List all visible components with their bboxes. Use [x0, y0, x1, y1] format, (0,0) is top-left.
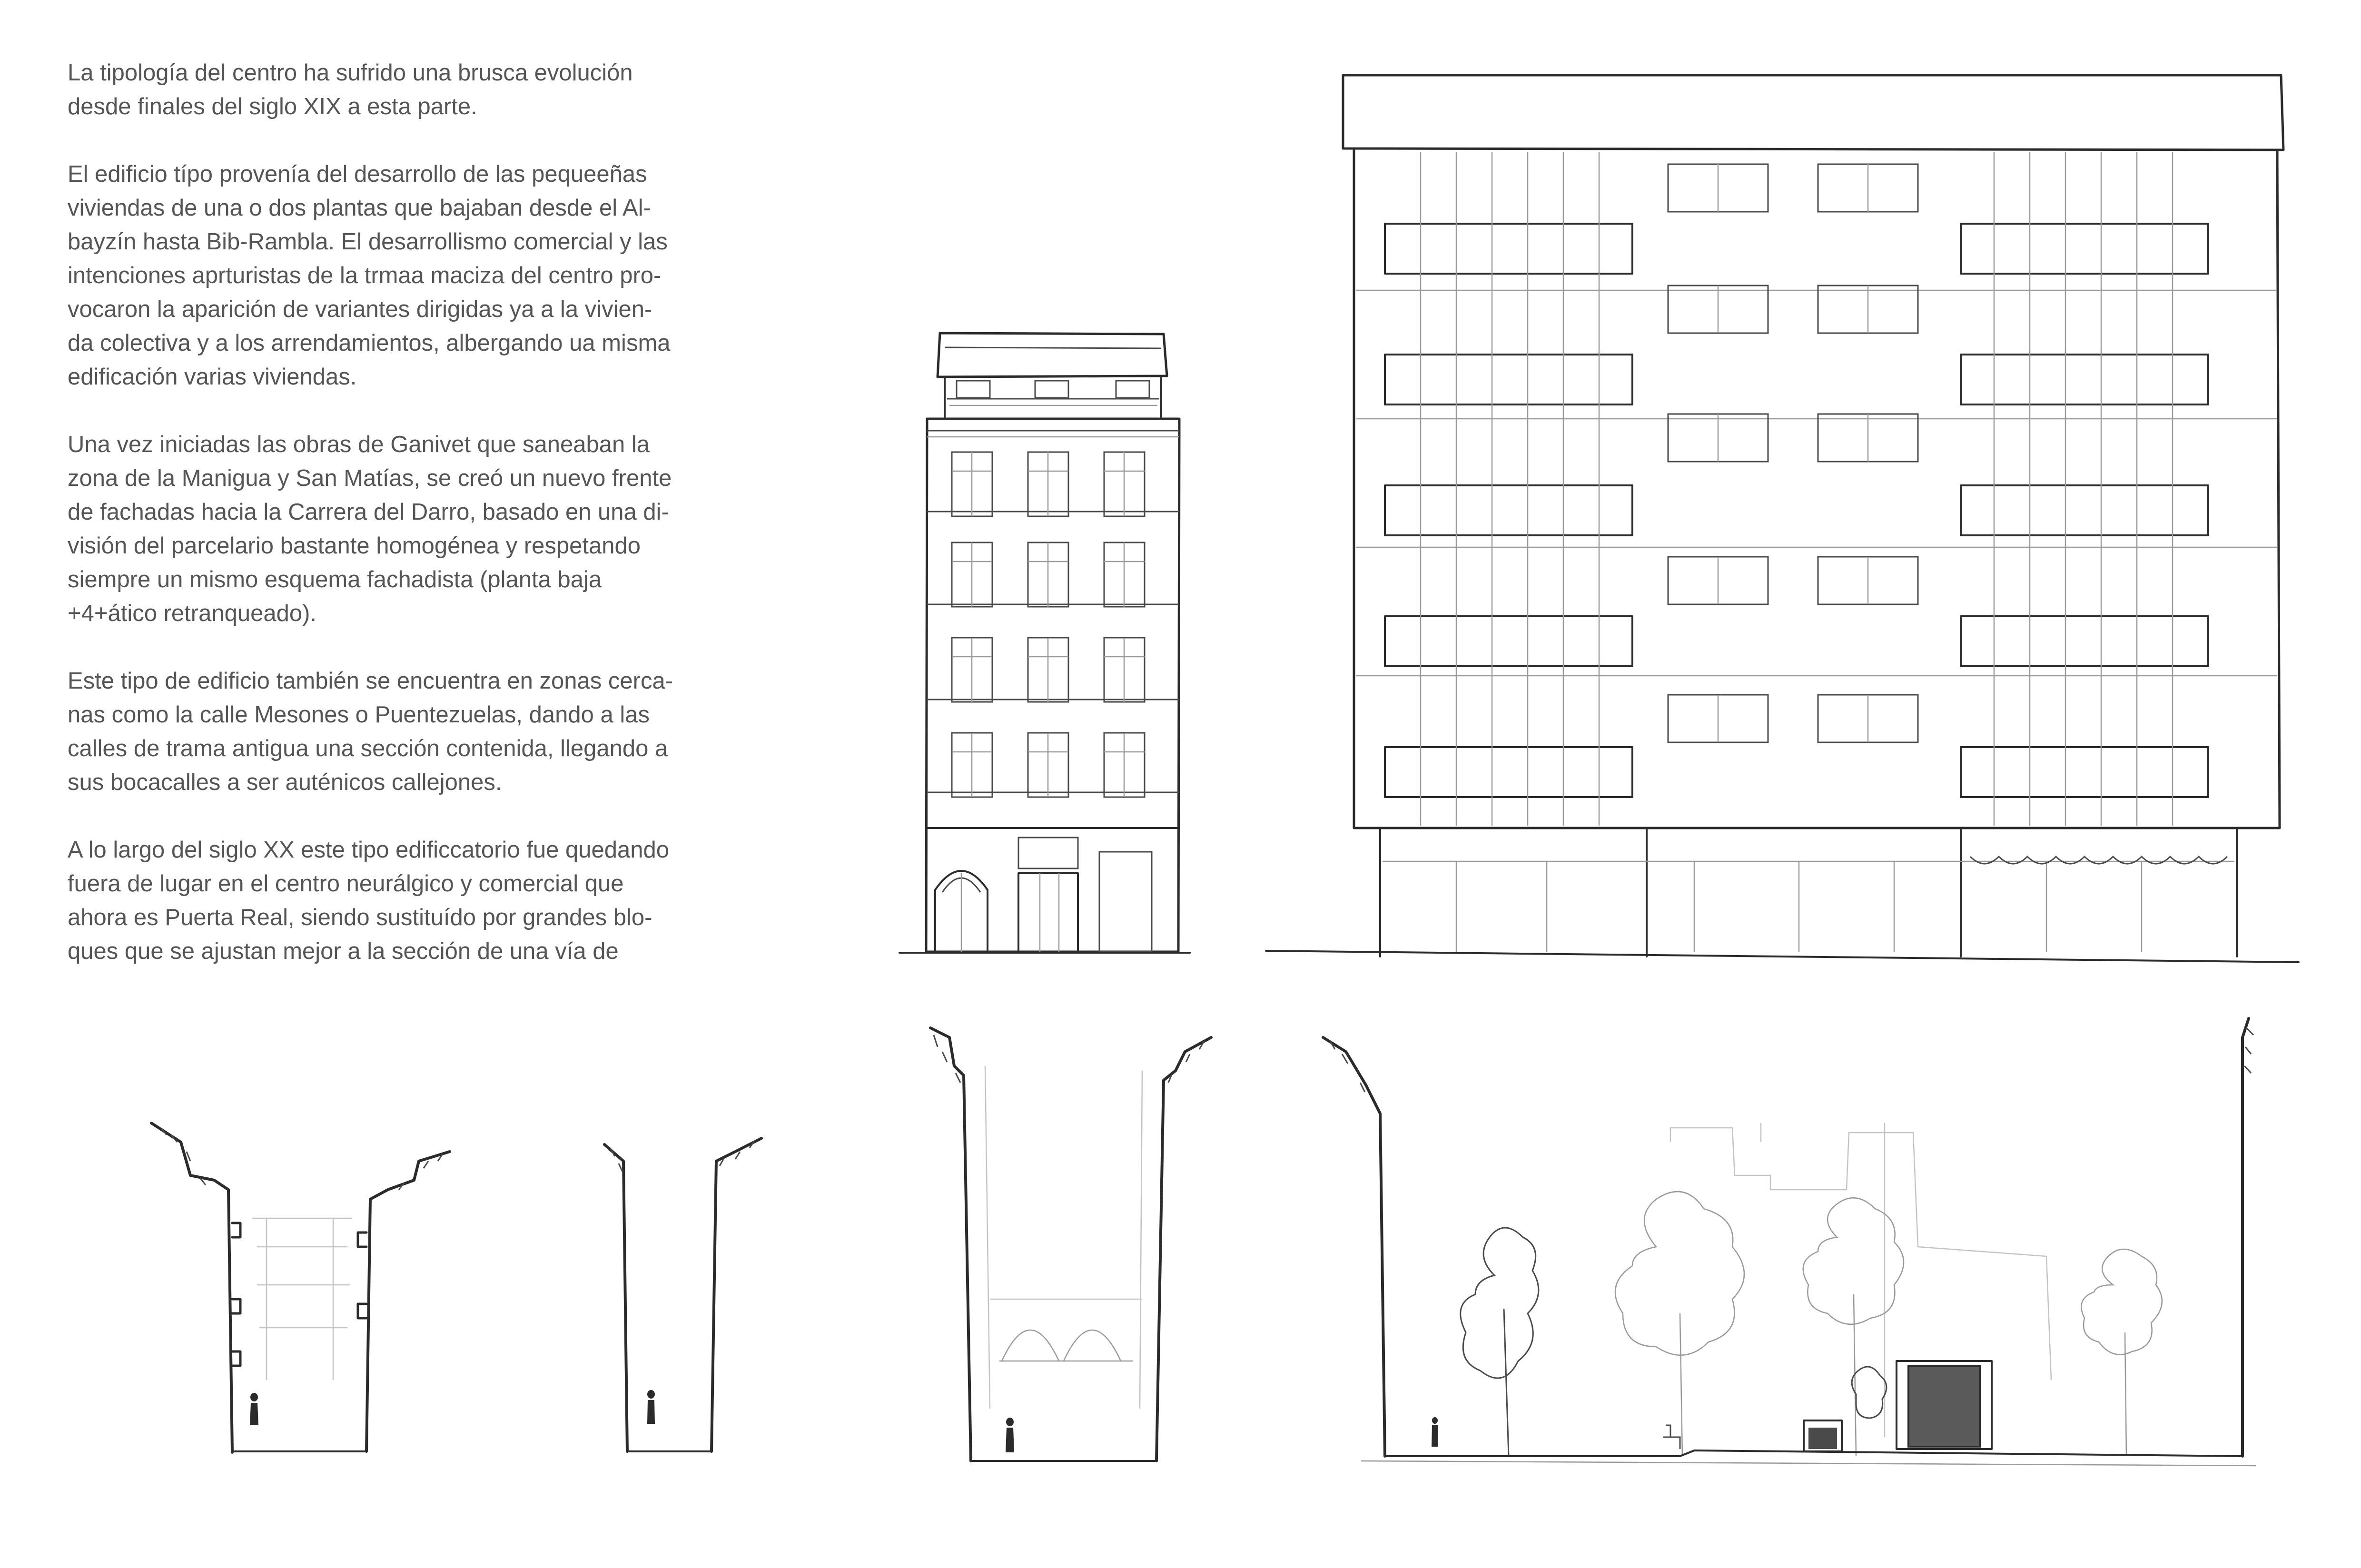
text-line: fuera de lugar en el centro neurálgico y comercial que	[68, 871, 624, 897]
text-line: sus bocacalles a ser auténicos callejones.	[68, 769, 502, 795]
text-line: viviendas de una o dos plantas que bajaban desde el Al-	[68, 195, 651, 221]
text-line: El edificio típo provenía del desarrollo de las pequeeñas	[68, 161, 647, 187]
text-line: siempre un mismo esquema fachadista (planta baja	[68, 567, 602, 592]
text-line: visión del parcelario bastante homogénea y respetando	[68, 533, 641, 559]
text-line: A lo largo del siglo XX este tipo edificcatorio fue quedando	[68, 837, 669, 863]
text-line: ahora es Puerta Real, siendo sustituído por grandes blo-	[68, 905, 652, 930]
text-line: La tipología del centro ha sufrido una brusca evolución	[68, 60, 633, 86]
text-line: vocaron la aparición de variantes dirigidas ya a la vivien-	[68, 296, 652, 322]
text-line: Este tipo de edificio también se encuentra en zonas cerca-	[68, 668, 673, 694]
text-line: calles de trama antigua una sección contenida, llegando a	[68, 736, 668, 761]
street-section-1	[151, 1123, 450, 1452]
text-line: bayzín hasta Bib-Rambla. El desarrollismo comercial y las	[68, 229, 668, 255]
text-line: edificación varias viviendas.	[68, 364, 357, 390]
text-line: nas como la calle Mesones o Puentezuelas, dando a las	[68, 702, 650, 728]
text-line: +4+ático retranqueado).	[68, 601, 317, 626]
street-section-4	[1323, 1018, 2256, 1466]
modern-block-elevation	[1266, 75, 2299, 962]
traditional-building-elevation	[899, 333, 1190, 953]
text-line: intenciones aprturistas de la trmaa maciza del centro pro-	[68, 263, 662, 288]
text-line: desde finales del siglo XIX a esta parte.	[68, 94, 477, 119]
text-line: de fachadas hacia la Carrera del Darro, basado en una di-	[68, 499, 669, 525]
text-line: ques que se ajustan mejor a la sección de una vía de	[68, 938, 619, 964]
text-line: zona de la Manigua y San Matías, se creó un nuevo frente	[68, 465, 672, 491]
text-line: Una vez iniciadas las obras de Ganivet que saneaban la	[68, 432, 650, 457]
text-line: da colectiva y a los arrendamientos, albergando ua misma	[68, 330, 671, 356]
street-section-3	[930, 1028, 1211, 1461]
street-section-2	[604, 1138, 761, 1451]
